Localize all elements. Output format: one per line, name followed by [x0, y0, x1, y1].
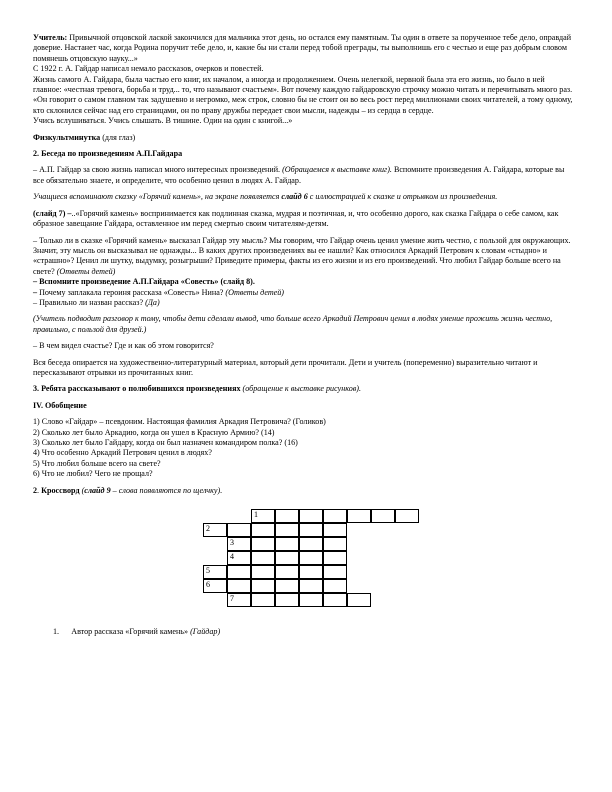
crossword-cell — [299, 551, 323, 565]
crossword-cell — [299, 537, 323, 551]
section-2-paragraph-9: – В чем видел счастье? Где и как об этом говорится? — [33, 341, 214, 351]
crossword-cell — [275, 509, 299, 523]
crossword-cell — [347, 509, 371, 523]
section-2-paragraph-4: – Только ли в сказке «Горячий камень» высказал Гайдар эту мысль? Мы говорим, что Гайдар очень ценил умение жить честно, с пользой для окружающих. Значит, эту мысль он высказывал не однажды... В каких других произведениях вы ее нашли? Как относился Аркадий Петрович к словам «стыдно» и «страшно»? Ценил ли шутку, выдумку, розыгрыши? Приведите примеры, факты из его жизни и из его произведений. Что любил Гайдар больше всего на свете? (Ответы детей) — [33, 235, 571, 276]
crossword-number: 2 — [206, 524, 210, 534]
crossword-cell — [371, 509, 395, 523]
crossword-cell — [323, 509, 347, 523]
crossword-cell — [251, 593, 275, 607]
crossword-cell — [251, 537, 275, 551]
section-2-teacher-note: (Учитель подводит разговор к тому, чтобы дети сделали вывод, что больше всего Аркадий Петрович ценил в людях умение прожить жизнь честно, правильно, с пользой для друзей.) — [33, 314, 553, 334]
crossword-cell — [395, 509, 419, 523]
section-4-heading: IV. Обобщение — [33, 400, 87, 410]
crossword-cell — [323, 565, 347, 579]
section-2-paragraph-3: (слайд 7) –..«Горячий камень» воспринимается как подлинная сказка, мудрая и поэтичная, и, что особенно дорого, как сказка Гайдара о себе самом, как образное завещание Гайдара, оставленное им перед смертью своим читателям-детям. — [33, 208, 559, 229]
crossword-cell — [299, 509, 323, 523]
crossword-cell — [347, 593, 371, 607]
section-2-paragraph-5: – Вспомните произведение А.П.Гайдара «Совесть» (слайд 8). — [33, 277, 255, 287]
numbered-list — [33, 627, 573, 637]
crossword-cell — [323, 537, 347, 551]
crossword-cell — [323, 551, 347, 565]
section-2-paragraph-7: – Правильно ли назван рассказ? (Да) — [33, 297, 160, 307]
crossword-cell — [299, 523, 323, 537]
question-item: 4) Что особенно Аркадий Петрович ценил в людях? — [33, 448, 212, 458]
crossword-number: 4 — [230, 552, 234, 562]
crossword-grid — [33, 505, 573, 617]
crossword-cell — [275, 537, 299, 551]
crossword-number: 3 — [230, 538, 234, 548]
crossword-cell — [227, 565, 251, 579]
crossword-cell — [275, 551, 299, 565]
intro-paragraph — [33, 33, 573, 64]
teacher-label: Учитель: — [33, 33, 68, 42]
crossword-cell — [323, 579, 347, 593]
crossword-cell — [251, 523, 275, 537]
crossword-cell — [299, 565, 323, 579]
section-2-heading: 2. Беседа по произведениям А.П.Гайдара — [33, 149, 183, 159]
section-2-paragraph-6: – Почему заплакала героиня рассказа «Совесть» Нина? (Ответы детей) — [33, 287, 284, 297]
question-item: 6) Что не любил? Чего не прощал? — [33, 469, 153, 479]
section-2-paragraph-1: – А.П. Гайдар за свою жизнь написал много интересных произведений. (Обращаемся к выставке книг). Вспомните произведения А. Гайдара, которые вы все обязательно знаете, и определите, что особенно ценил в людях А. Гайдар. — [33, 165, 565, 185]
crossword-cell — [299, 593, 323, 607]
crossword-cell — [275, 579, 299, 593]
crossword-cell — [275, 523, 299, 537]
crossword-number: 7 — [230, 594, 234, 604]
crossword-cell — [275, 565, 299, 579]
crossword-number: 5 — [206, 566, 210, 576]
intro-line-3: Жизнь самого А. Гайдара, была частью его книг, их началом, а иногда и продолжением. Очень нелегкой, нервной была эта его жизнь, но было в ней главное: «честная тревога, борьба и труд... то, что называют счастьем». Вот почему каждую гайдаровскую строчку можно читать и перечитывать много раз. «Он говорит о самом главном так задушевно и негромко, меж строк, словно бы не стоит он во весь рост перед миллионами своих читателей, а тому одному, кто склонился сейчас над его страницами, он по праву дружбы передает свои мысли, надежды – из сердца в сердце. — [33, 74, 573, 115]
intro-line-2: С 1922 г. А. Гайдар написал немало рассказов, очерков и повестей. — [33, 64, 264, 74]
numbered-item: 1. Автор рассказа «Горячий камень» (Гайдар) — [53, 627, 221, 637]
crossword-cell — [323, 523, 347, 537]
crossword-cell — [251, 551, 275, 565]
crossword-cell — [251, 565, 275, 579]
question-item: 1) Слово «Гайдар» – псевдоним. Настоящая фамилия Аркадия Петровича? (Голиков) — [33, 417, 326, 427]
section-2-paragraph-10: Вся беседа опирается на художественно-литературный материал, который дети прочитали. Дети и учитель (попеременно) выразительно читают и пересказывают отрывки из прочитанных книг. — [33, 357, 538, 377]
crossword-cell — [275, 593, 299, 607]
crossword-heading: 2. Кроссворд (слайд 9 – слова появляются по щелчку). — [33, 485, 223, 495]
intro-line-4: Учись вслушиваться. Учись слышать. В тишине. Один на один с книгой...» — [33, 116, 293, 126]
crossword-cell — [227, 523, 251, 537]
crossword-cell — [227, 579, 251, 593]
document-page — [33, 33, 573, 637]
section-3-heading: 3. Ребята рассказывают о полюбившихся произведениях (обращение к выставке рисунков). — [33, 384, 362, 394]
question-item: 3) Сколько лет было Гайдару, когда он был назначен командиром полка? (16) — [33, 438, 298, 447]
question-item: 5) Что любил больше всего на свете? — [33, 458, 161, 468]
crossword-cell — [251, 579, 275, 593]
teacher-text: Привычной отцовской лаской закончился для мальчика этот день, но остался ему памятным. Ты один в ответе за порученное тебе дело, оправдай доверие. Настанет час, когда Родина поручит тебе дело, и, какие бы ни стали перед тобой преграды, ты выполнишь его с честью и еще раз добрым словом помянешь отцовскую науку...» — [33, 33, 572, 63]
crossword-cell — [323, 593, 347, 607]
crossword-cell — [299, 579, 323, 593]
fizminutka: Физкультминутка (для глаз) — [33, 132, 136, 142]
question-item: 2) Сколько лет было Аркадию, когда он ушел в Красную Армию? (14) — [33, 427, 275, 437]
crossword-number: 1 — [254, 510, 258, 520]
section-2-paragraph-2: Учащиеся вспоминают сказку «Горячий камень», на экране появляется слайд 6 с иллюстрацией к сказке и отрывком из произведения. — [33, 192, 498, 202]
crossword-number: 6 — [206, 580, 210, 590]
question-list — [33, 417, 573, 479]
